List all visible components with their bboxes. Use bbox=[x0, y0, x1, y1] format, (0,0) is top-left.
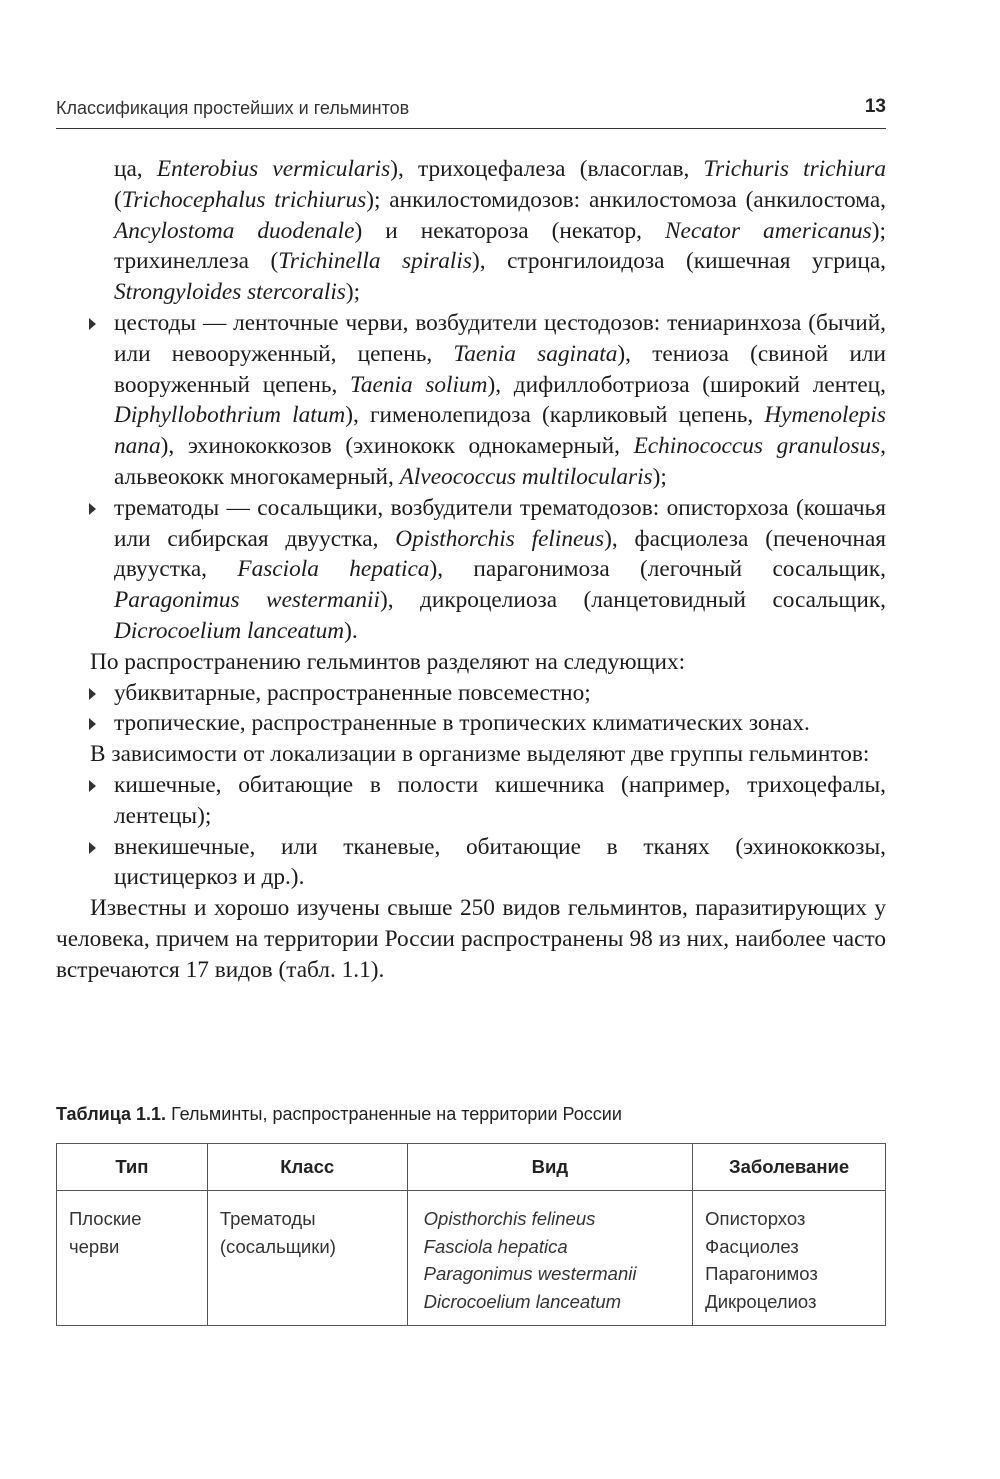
bullet-ubiquitous: убиквитарные, распространенные повсеместно; bbox=[56, 678, 886, 709]
bullet-icon bbox=[89, 718, 96, 730]
bullet-icon bbox=[89, 780, 96, 792]
helminths-table bbox=[56, 1143, 886, 1326]
paragraph-distribution: По распространению гельминтов разделяют на следующих: bbox=[90, 648, 686, 675]
bullet-trematodes: трематоды — сосальщики, возбудители трематодозов: описторхоза (кошачья или сибирская двуустка, Opisthorchis felineus), фасциолеза (печеночная двуустка, Fasciola hepatica), парагонимоза (легочный сосальщик, Paragonimus westermanii), дикроцелиоза (ланцетовидный сосальщик, Dicrocoelium lanceatum). bbox=[56, 493, 886, 647]
cell-type: Плоские черви bbox=[57, 1191, 208, 1326]
cell-disease: Описторхоз Фасциолез Парагонимоз Дикроцелиоз bbox=[693, 1191, 886, 1326]
page-number: 13 bbox=[864, 96, 886, 117]
header-disease: Заболевание bbox=[693, 1144, 886, 1191]
bullet-icon bbox=[89, 318, 96, 330]
continued-paragraph: ца, Enterobius vermicularis), трихоцефалеза (власоглав, Trichuris trichiura (Trichocephalus trichiurus); анкилостомидозов: анкилостомоза (анкилостома, Ancylostoma duodenale) и некатороза (некатор, Necator americanus); трихинеллеза (Trichinella spiralis), стронгилоидоза (кишечная угрица, Strongyloides stercoralis); bbox=[114, 156, 886, 306]
bullet-icon bbox=[89, 688, 96, 700]
body-text bbox=[56, 154, 886, 986]
header-type: Тип bbox=[57, 1144, 208, 1191]
bullet-icon bbox=[89, 842, 96, 854]
table-row bbox=[57, 1191, 886, 1326]
bullet-extraintestinal: внекишечные, или тканевые, обитающие в тканях (эхинококкозы, цистицеркоз и др.). bbox=[56, 832, 886, 894]
bullet-intestinal: кишечные, обитающие в полости кишечника (например, трихоцефалы, лентецы); bbox=[56, 770, 886, 832]
paragraph-species-count: Известны и хорошо изучены свыше 250 видов гельминтов, паразитирующих у человека, причем на территории России распространены 98 из них, наиболее часто встречаются 17 видов (табл. 1.1). bbox=[56, 895, 886, 983]
paragraph-localization: В зависимости от локализации в организме выделяют две группы гельминтов: bbox=[90, 741, 870, 768]
bullet-icon bbox=[89, 503, 96, 515]
table-header-row bbox=[57, 1144, 886, 1191]
table-caption: Таблица 1.1. Гельминты, распространенные на территории России bbox=[56, 1104, 622, 1124]
header-title: Классификация простейших и гельминтов bbox=[56, 98, 410, 118]
cell-class: Трематоды (сосальщики) bbox=[207, 1191, 407, 1326]
header-class: Класс bbox=[207, 1144, 407, 1191]
running-header bbox=[56, 94, 886, 129]
header-species: Вид bbox=[407, 1144, 693, 1191]
bullet-tropical: тропические, распространенные в тропических климатических зонах. bbox=[56, 708, 886, 739]
bullet-cestodes: цестоды — ленточные черви, возбудители цестодозов: тениаринхоза (бычий, или невооруженный, цепень, Taenia saginata), тениоза (свиной или вооруженный цепень, Taenia solium), дифиллоботриоза (широкий лентец, Diphyllobothrium latum), гименолепидоза (карликовый цепень, Hymenolepis nana), эхинококкозов (эхинококк однокамерный, Echinococcus granulosus, альвеококк многокамерный, Alveococcus multilocularis); bbox=[56, 308, 886, 493]
cell-species: Opisthorchis felineus Fasciola hepatica Paragonimus westermanii Dicrocoelium lanceatum bbox=[407, 1191, 693, 1326]
